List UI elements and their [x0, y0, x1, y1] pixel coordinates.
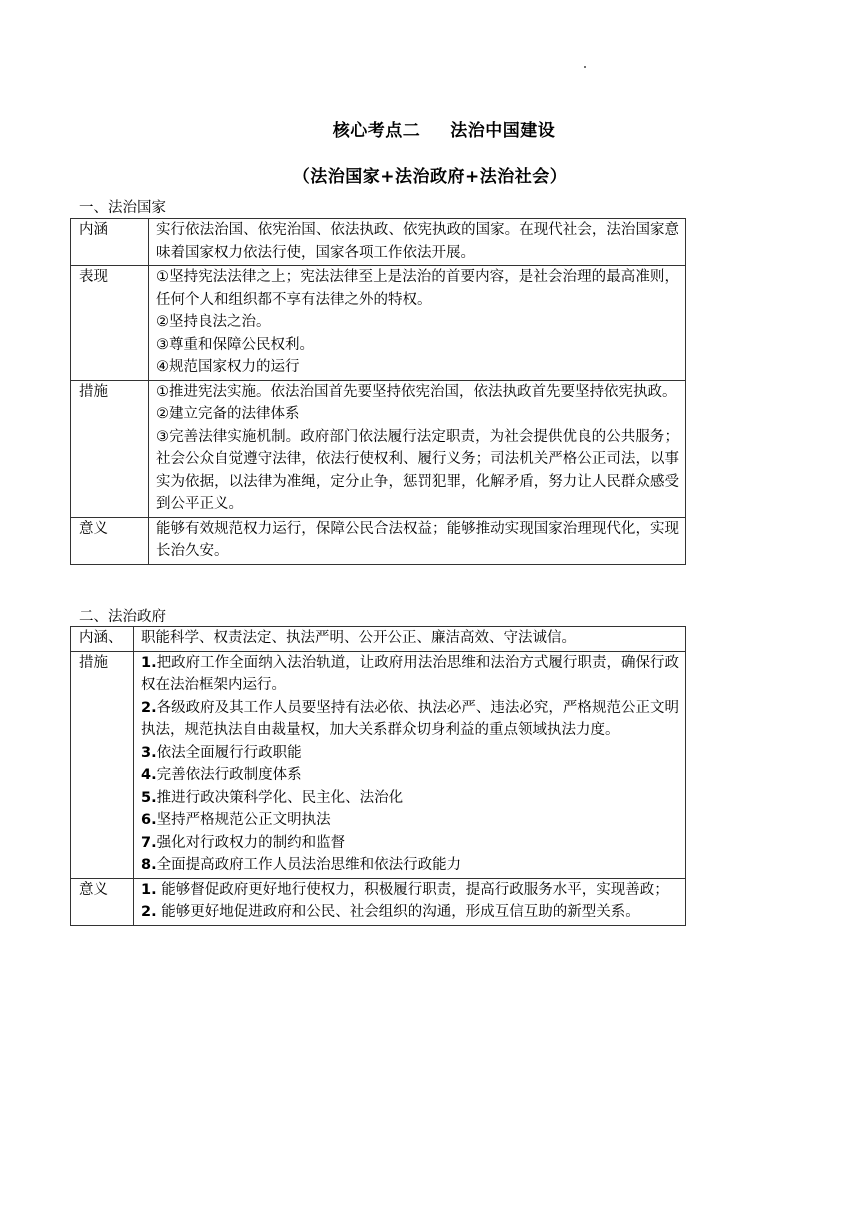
list-item	[141, 854, 679, 877]
section1-heading: 一、法治国家	[79, 200, 166, 216]
list-item	[141, 901, 679, 924]
list-item	[141, 764, 679, 787]
rule-of-law-government-table	[70, 626, 686, 926]
table-row	[71, 380, 686, 517]
content-line: 职能科学、权责法定、执法严明、公开公正、廉洁高效、守法诚信。	[141, 630, 576, 646]
item-number: 5.	[141, 789, 157, 806]
item-text: 能够更好地促进政府和公民、社会组织的沟通，形成互信互助的新型关系。	[156, 904, 640, 920]
table-row	[71, 517, 686, 564]
content-line: ①坚持宪法法律之上；宪法法律至上是法治的首要内容，是社会治理的最高准则，任何个人和组织都不享有法律之外的特权。	[156, 269, 679, 308]
row-label: 内涵	[71, 219, 149, 266]
section2-heading: 二、法治政府	[79, 609, 166, 625]
title-left: 核心考点二	[332, 121, 421, 141]
content-line: ②坚持良法之治。	[156, 314, 271, 330]
table-row	[71, 651, 686, 878]
list-item	[141, 787, 679, 810]
item-text: 能够督促政府更好地行使权力，积极履行职责，提高行政服务水平，实现善政；	[156, 881, 669, 898]
item-number: 1.	[141, 654, 157, 671]
content-line: 实行依法治国、依宪治国、依法执政、依宪执政的国家。在现代社会，法治国家意味着国家权力依法行使，国家各项工作依法开展。	[156, 222, 679, 261]
row-label: 意义	[71, 878, 134, 925]
list-item	[141, 809, 679, 832]
item-number: 7.	[141, 834, 157, 851]
item-number: 6.	[141, 812, 157, 828]
item-number: 4.	[141, 767, 157, 783]
page-title	[14, 116, 860, 141]
row-label: 措施	[71, 380, 149, 517]
content-line: 能够有效规范权力运行，保障公民合法权益；能够推动实现国家治理现代化，实现长治久安。	[156, 520, 679, 559]
content-line: ②建立完备的法律体系	[156, 406, 300, 422]
item-text: 坚持严格规范公正文明执法	[156, 812, 331, 828]
table2-body	[71, 627, 686, 926]
item-number: 1.	[141, 881, 157, 898]
list-item	[141, 652, 679, 697]
list-item	[141, 697, 679, 742]
item-text: 依法全面履行行政职能	[156, 744, 302, 761]
row-content	[134, 878, 686, 925]
item-text: 各级政府及其工作人员要坚持有法必依、执法必严、违法必究，严格规范公正文明执法，规范执法自由裁量权，加大关系群众切身利益的重点领域执法力度。	[141, 699, 679, 738]
list-item	[141, 832, 679, 855]
content-line: ④规范国家权力的运行	[156, 359, 300, 375]
table-row	[71, 878, 686, 925]
rule-of-law-state-table	[70, 218, 686, 565]
stray-dot	[584, 66, 586, 68]
item-number: 8.	[141, 857, 157, 873]
table-row	[71, 219, 686, 266]
row-label: 内涵、	[71, 627, 134, 652]
item-number: 2.	[141, 699, 157, 716]
page-subtitle: （法治国家+法治政府+法治社会）	[292, 167, 568, 187]
item-text: 强化对行政权力的制约和监督	[156, 834, 346, 851]
row-content	[134, 651, 686, 878]
row-content	[149, 266, 686, 381]
item-text: 完善依法行政制度体系	[156, 767, 302, 783]
row-label: 表现	[71, 266, 149, 381]
item-number: 3.	[141, 744, 157, 761]
row-content	[149, 517, 686, 564]
table1-body	[71, 219, 686, 565]
item-text: 全面提高政府工作人员法治思维和依法行政能力	[156, 857, 462, 873]
item-number: 2.	[141, 904, 157, 920]
table-row	[71, 627, 686, 652]
list-item	[141, 879, 679, 902]
content-line: ③尊重和保障公民权利。	[156, 336, 314, 353]
row-content	[149, 219, 686, 266]
table-row	[71, 266, 686, 381]
row-content	[134, 627, 686, 652]
row-label: 措施	[71, 651, 134, 878]
content-line: ①推进宪法实施。依法治国首先要坚持依宪治国，依法执政首先要坚持依宪执政。	[156, 383, 677, 400]
item-text: 推进行政决策科学化、民主化、法治化	[156, 789, 404, 806]
title-right: 法治中国建设	[450, 121, 556, 141]
content-line: ③完善法律实施机制。政府部门依法履行法定职责，为社会提供优良的公共服务；社会公众自觉遵守法律，依法行使权利、履行义务；司法机关严格公正司法，以事实为依据，以法律为准绳，定分止争，惩罚犯罪，化解矛盾，努力让人民群众感受到公平正义。	[156, 428, 679, 512]
list-item	[141, 742, 679, 765]
row-content	[149, 380, 686, 517]
row-label: 意义	[71, 517, 149, 564]
item-text: 把政府工作全面纳入法治轨道，让政府用法治思维和法治方式履行职责，确保行政权在法治框架内运行。	[141, 654, 679, 693]
